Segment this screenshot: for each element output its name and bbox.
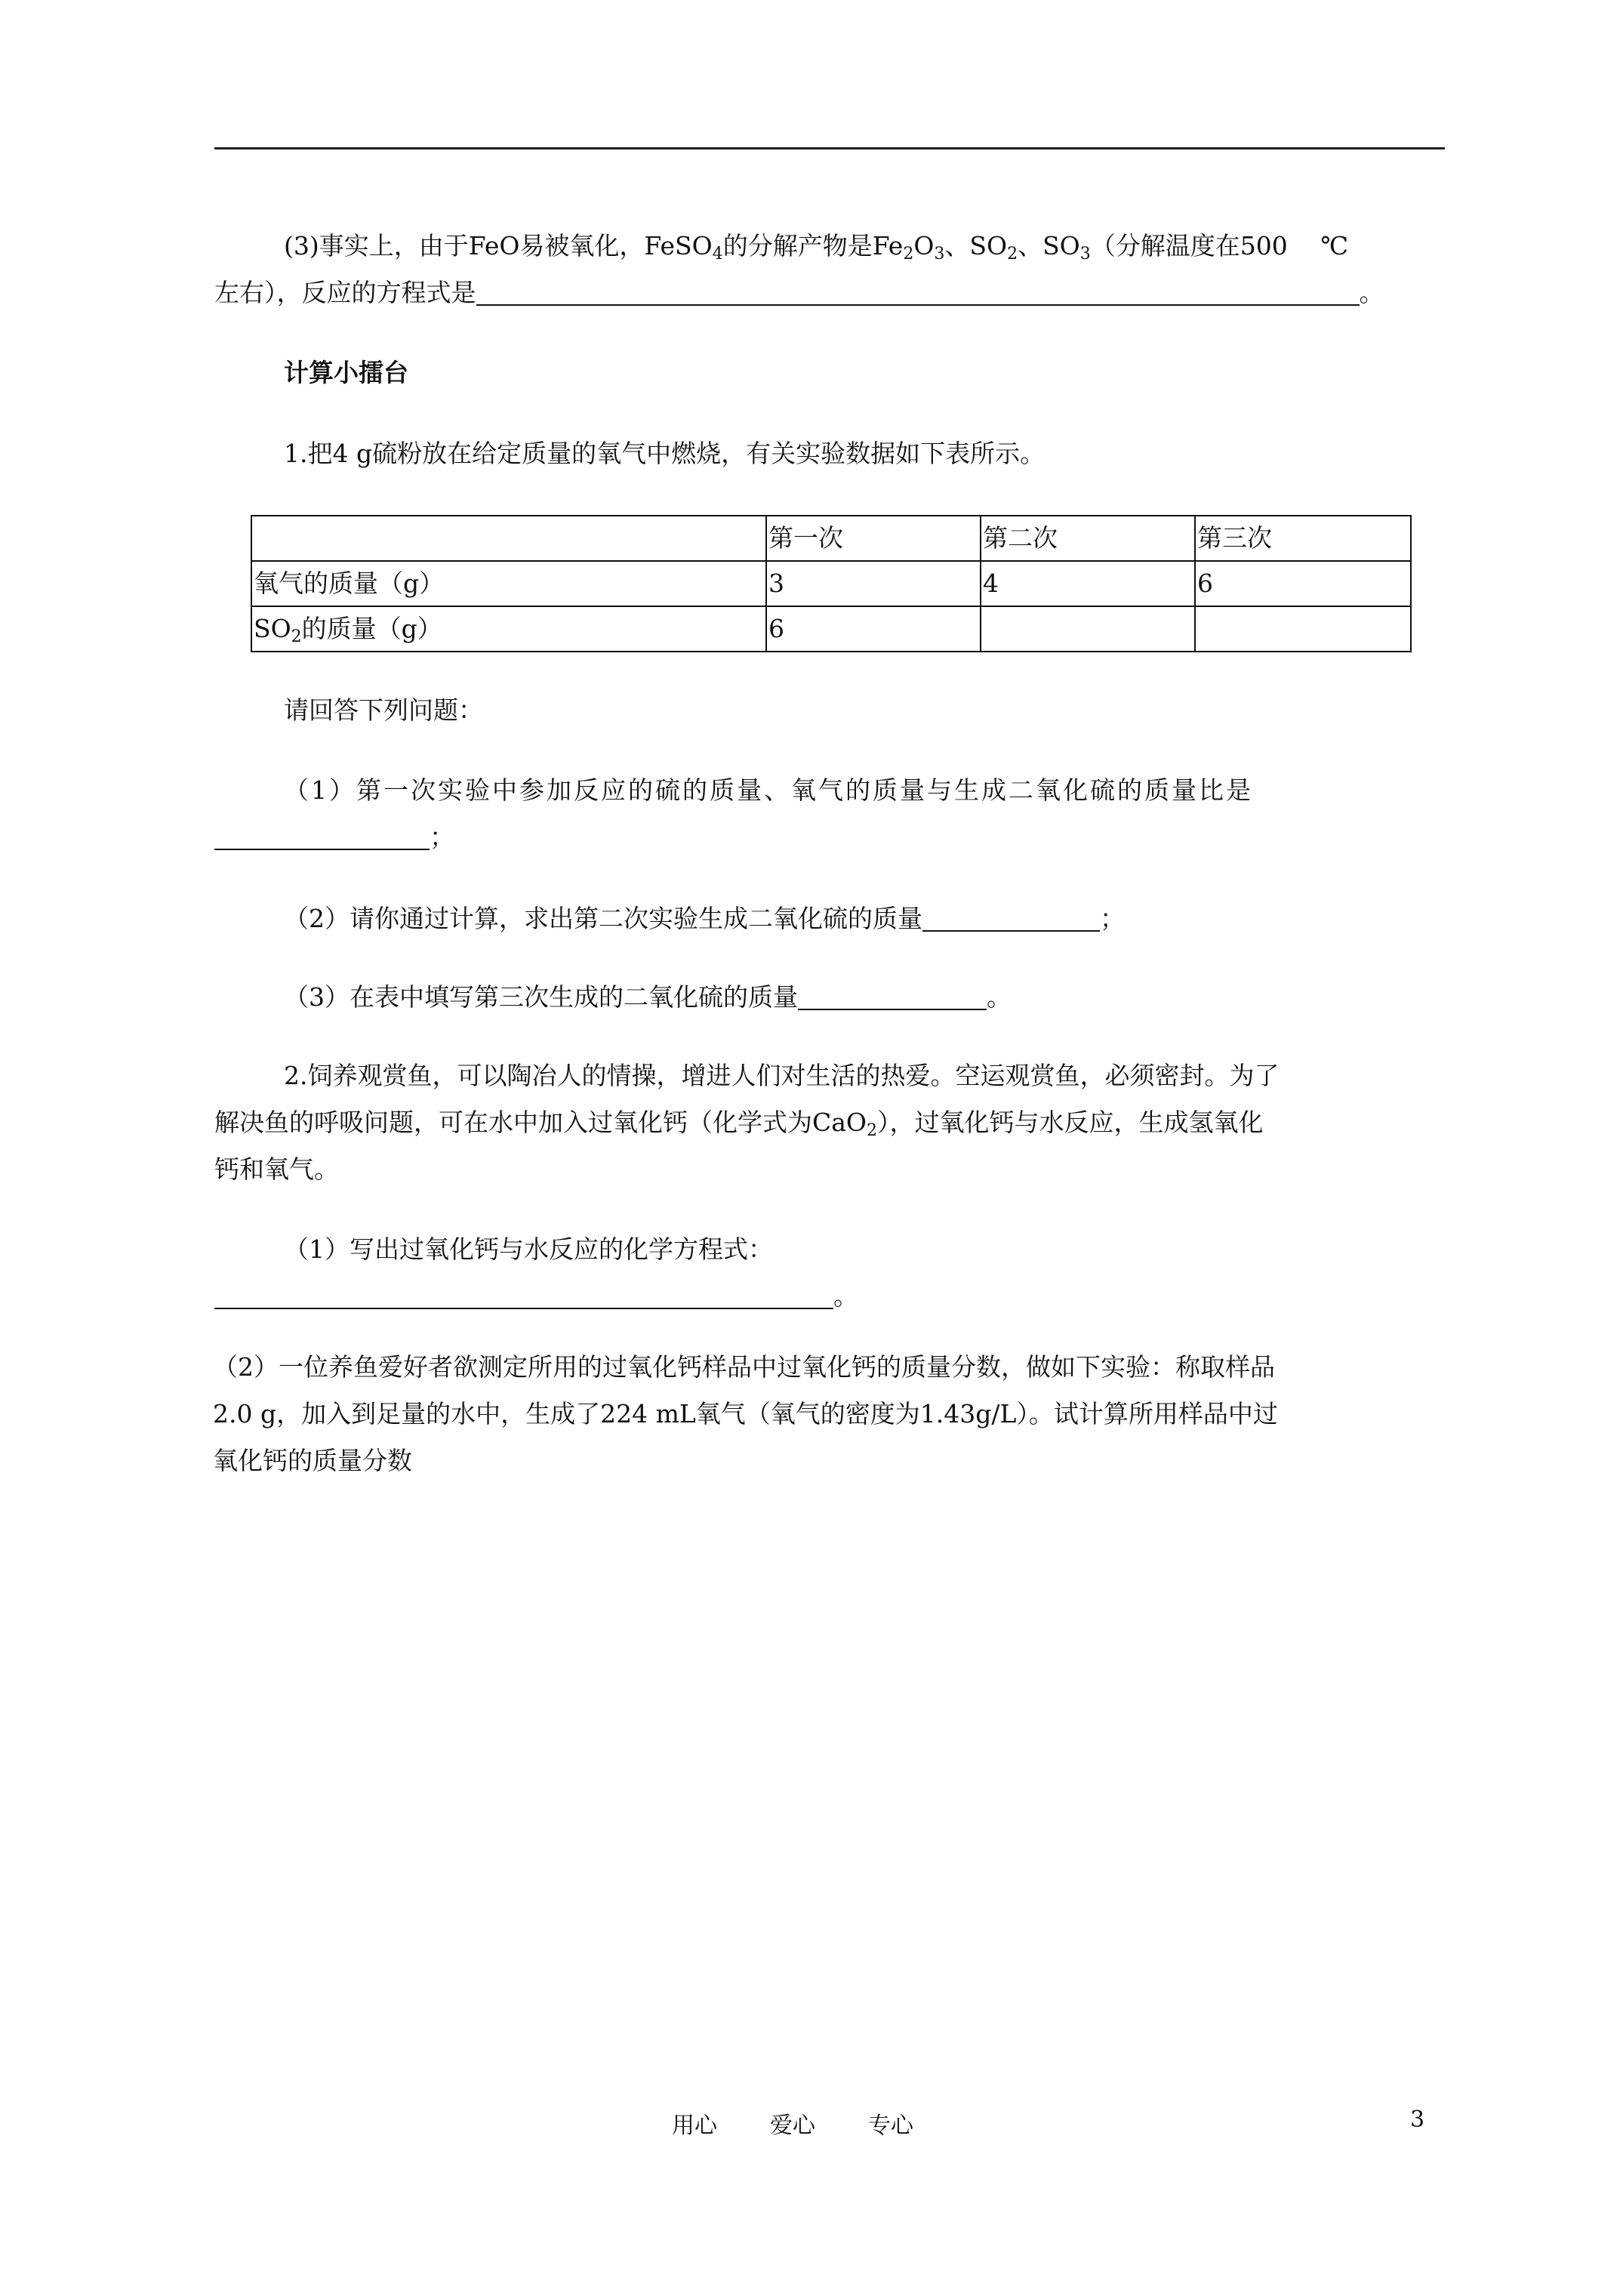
table-cell: 6 — [1195, 561, 1411, 606]
problem-2-line-2b: ），过氧化钙与水反应，生成氢氧化 — [876, 1108, 1264, 1137]
problem-2-line-2a: 解决鱼的呼吸问题，可在水中加入过氧化钙（化学式为CaO — [214, 1108, 867, 1137]
footer-motto-2: 爱心 — [770, 2113, 815, 2139]
q1-char: 硫 — [655, 775, 682, 805]
q1-char: 的 — [599, 1234, 624, 1264]
q3-text-a: (3)事实上，由于FeO易被氧化，FeSO — [284, 231, 713, 260]
problem-1-q3-line — [214, 974, 1445, 1021]
q1-char: 的 — [1117, 775, 1144, 805]
q1-char: 化 — [449, 1234, 474, 1264]
equation-answer-blank[interactable] — [476, 274, 1360, 306]
q1-char: （ — [284, 775, 311, 805]
q1-char: （ — [284, 1234, 309, 1264]
question-3-paragraph — [214, 223, 1445, 316]
q3-text-c: O — [913, 231, 935, 260]
q1-char: 比 — [1199, 775, 1226, 805]
reaction-equation-blank[interactable] — [214, 1277, 833, 1309]
q1-char: 气 — [818, 775, 845, 805]
q1-char: ） — [325, 1234, 350, 1264]
q3-text-d: 、SO — [944, 231, 1008, 260]
q3-text-e: 、SO — [1018, 231, 1080, 260]
q3-sub-4: 4 — [712, 245, 723, 264]
q1-char: 生 — [954, 775, 981, 805]
q1-char: 氧 — [791, 775, 818, 805]
problem-1-intro-text: 1.把4 g硫粉放在给定质量的氧气中燃烧，有关实验数据如下表所示。 — [284, 439, 1046, 468]
q1-char: 一 — [383, 775, 411, 805]
q1-char: 二 — [1009, 775, 1036, 805]
q1-char: ） — [329, 775, 356, 805]
problem-2-q2-line-1: （2）一位养鱼爱好者欲测定所用的过氧化钙样品中过氧化钙的质量分数，做如下实验：称取样品 — [213, 1352, 1275, 1382]
q1-char: 过 — [399, 1234, 424, 1264]
problem-1-prompt — [214, 687, 1445, 734]
problem-1-prompt-text: 请回答下列问题： — [284, 695, 483, 725]
table-row — [251, 516, 1411, 561]
q1-char: 1 — [311, 775, 329, 805]
problem-2-line-1: 2.饲养观赏鱼，可以陶冶人的情操，增进人们对生活的热爱。空运观赏鱼，必须密封。为了 — [284, 1061, 1280, 1090]
so2-mass-3-blank[interactable] — [798, 978, 987, 1010]
problem-2-line-2 — [214, 1099, 1445, 1146]
q1-char: 写 — [350, 1234, 374, 1264]
q3-line-2-text: 左右），反应的方程式是 — [214, 278, 476, 307]
q1-char: 水 — [524, 1234, 549, 1264]
q1-char: 质 — [873, 775, 900, 805]
problem-1-q2-line — [214, 895, 1445, 942]
page-number: 3 — [1410, 2106, 1425, 2133]
q1-char: 应 — [601, 775, 628, 805]
experiment-data-table — [251, 515, 1412, 652]
q1-char: 程 — [698, 1234, 723, 1264]
table-row — [251, 606, 1411, 652]
q1-char: 与 — [499, 1234, 524, 1264]
header-rule — [214, 147, 1445, 149]
q1-char: 学 — [648, 1234, 673, 1264]
footer-motto-1: 用心 — [672, 2113, 717, 2139]
q1-char: 验 — [465, 775, 492, 805]
table-cell: 3 — [766, 561, 981, 606]
q3-sub-3a: 3 — [934, 245, 945, 264]
q1-char: 化 — [624, 1234, 648, 1264]
table-cell-empty[interactable] — [981, 606, 1195, 652]
so2-mass-2-blank[interactable] — [922, 900, 1100, 932]
q1-char: 化 — [1063, 775, 1090, 805]
q1-char: 方 — [673, 1234, 698, 1264]
table-cell: 4 — [981, 561, 1195, 606]
problem-1-q3-end: 。 — [987, 982, 1012, 1012]
table-row — [251, 561, 1411, 606]
q1-char: 应 — [574, 1234, 599, 1264]
q1-char: 次 — [411, 775, 438, 805]
problem-1-q2-end: ； — [1100, 904, 1125, 933]
ratio-answer-blank[interactable] — [214, 818, 430, 850]
problem-1-q3-text: （3）在表中填写第三次生成的二氧化硫的质量 — [284, 982, 798, 1012]
q1-char: 中 — [492, 775, 519, 805]
q1-char: 实 — [438, 775, 465, 805]
q1-char: 量 — [1172, 775, 1199, 805]
problem-2-question-1 — [214, 1226, 1445, 1320]
q3-end-mark: 。 — [1359, 278, 1384, 307]
q3-text-b: 的分解产物是Fe — [722, 231, 904, 260]
problem-2-line-3: 钙和氧气。 — [214, 1154, 339, 1184]
cao2-sub: 2 — [866, 1121, 877, 1140]
problem-1-question-1 — [214, 767, 1445, 861]
q1-char: 的 — [682, 775, 710, 805]
q1-char: 、 — [764, 775, 791, 805]
q1-char: 加 — [547, 775, 574, 805]
question-3-line-1 — [214, 223, 1445, 270]
q1-char: 参 — [519, 775, 547, 805]
problem-1-q1-end: ； — [430, 822, 454, 852]
q1-char: ： — [748, 1234, 773, 1264]
so2-label-sub: 2 — [291, 627, 302, 646]
q1-char: 成 — [981, 775, 1009, 805]
q3-sub-2a: 2 — [903, 245, 914, 264]
q1-char: 量 — [737, 775, 764, 805]
q1-char: 质 — [710, 775, 737, 805]
q1-char: 硫 — [1090, 775, 1117, 805]
footer-motto-3: 专心 — [868, 2113, 913, 2139]
problem-1-intro — [214, 430, 1445, 477]
question-3-line-2 — [214, 270, 1445, 316]
table-header-cell: 第三次 — [1195, 516, 1411, 561]
problem-1-question-3 — [214, 974, 1445, 1021]
q1-char: 式 — [723, 1234, 748, 1264]
q1-char: 钙 — [474, 1234, 499, 1264]
q3-sub-3b: 3 — [1079, 245, 1091, 264]
q1-char: 反 — [549, 1234, 574, 1264]
problem-2-q1-line-1 — [214, 1226, 1445, 1273]
q3-text-f: （分解温度在500 ℃ — [1090, 231, 1349, 260]
q1-char: 是 — [1226, 775, 1253, 805]
table-header-cell: 第一次 — [766, 516, 981, 561]
q1-char: 量 — [900, 775, 927, 805]
q1-char: 氧 — [1036, 775, 1063, 805]
q1-char: 的 — [845, 775, 873, 805]
table-header-cell: 第二次 — [981, 516, 1195, 561]
q1-char: 1 — [309, 1234, 325, 1264]
q1-char: 氧 — [424, 1234, 449, 1264]
section-title: 计算小擂台 — [284, 358, 408, 387]
problem-2-q1-end: 。 — [833, 1281, 858, 1311]
problem-1-q2-text: （2）请你通过计算，求出第二次实验生成二氧化硫的质量 — [284, 904, 922, 933]
q1-char: 质 — [1144, 775, 1172, 805]
table-cell: 6 — [766, 606, 981, 652]
q1-char: 第 — [356, 775, 383, 805]
problem-2-question-2 — [213, 1344, 1451, 1484]
problem-1-question-2 — [214, 895, 1445, 942]
so2-label-a: SO — [254, 614, 291, 643]
q1-char: 的 — [628, 775, 655, 805]
table-row-label: 氧气的质量（g） — [251, 561, 766, 606]
table-header-cell — [251, 516, 766, 561]
problem-2-q1-line-2 — [214, 1273, 1445, 1320]
problem-2-q2-line-3: 氧化钙的质量分数 — [213, 1446, 412, 1475]
q1-char: 出 — [374, 1234, 399, 1264]
q3-sub-2b: 2 — [1007, 245, 1018, 264]
problem-2-paragraph — [214, 1052, 1445, 1193]
problem-1-q1-text — [214, 767, 1445, 814]
so2-label-b: 的质量（g） — [301, 614, 442, 643]
table-cell-empty[interactable] — [1195, 606, 1411, 652]
q1-char: 与 — [927, 775, 954, 805]
problem-1-q1-line-2 — [214, 814, 1445, 861]
problem-2-q2-line-2: 2.0 g，加入到足量的水中，生成了224 mL氧气（氧气的密度为1.43g/L）。试计算所用样品中过 — [213, 1399, 1278, 1428]
table-row-label — [251, 606, 766, 652]
q1-char: 反 — [574, 775, 601, 805]
